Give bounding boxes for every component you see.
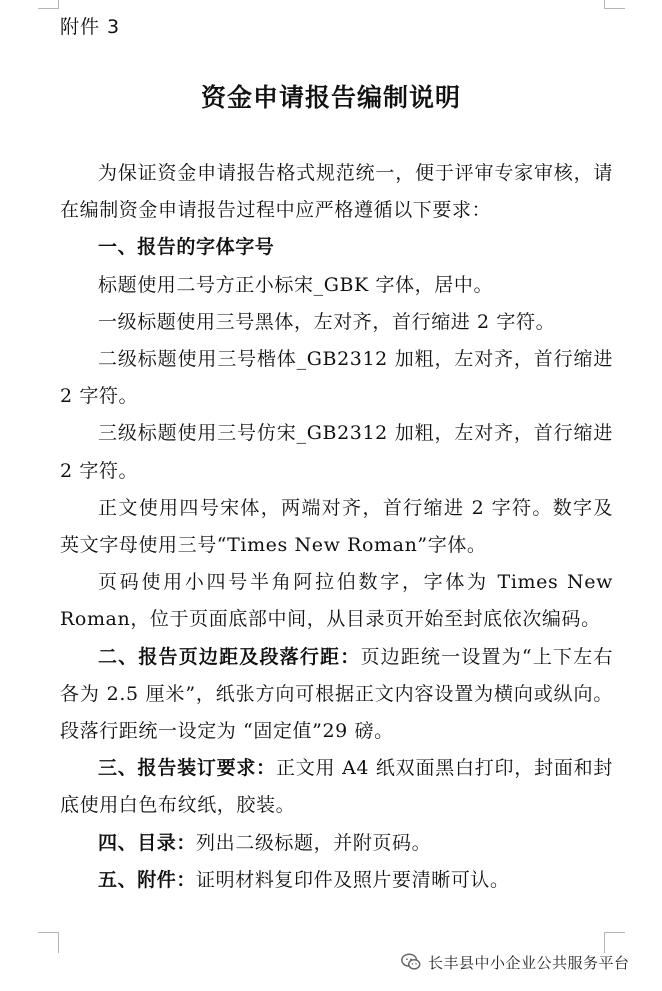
section5-text: 证明材料复印件及照片要清晰可认。	[196, 868, 510, 891]
intro-paragraph: 为保证资金申请报告格式规范统一，便于评审专家审核，请在编制资金申请报告过程中应严格遵循以下要求：	[60, 162, 613, 222]
section3-heading: 三、报告装订要求：	[98, 757, 276, 780]
section1-item: 正文使用四号宋体，两端对齐，首行缩进 2 字符。数字及英文字母使用三号“Times New Roman”字体。	[60, 496, 613, 557]
section1-item: 一级标题使用三号黑体，左对齐，首行缩进 2 字符。	[98, 310, 556, 333]
section1-item: 页码使用小四号半角阿拉伯数字，字体为 Times New Roman，位于页面底部中间，从目录页开始至封底依次编码。	[60, 571, 613, 631]
attachment-label: 附件 3	[60, 16, 121, 38]
section5-paragraph	[60, 862, 613, 899]
section1-heading: 一、报告的字体字号	[98, 236, 275, 259]
section2-text: 页边距统一设置为“上下左右各为 2.5 厘米”，纸张方向可根据正文内容设置为横向或纵向。段落行距统一设定为 “固定值”29 磅。	[60, 645, 613, 743]
section2-heading: 二、报告页边距及段落行距：	[98, 645, 361, 668]
wechat-icon	[400, 951, 422, 973]
document-body	[60, 155, 613, 899]
section2-paragraph	[60, 639, 613, 751]
section5-heading: 五、附件：	[98, 868, 197, 891]
crop-mark-bottom-left	[38, 932, 59, 953]
section3-text: 正文用 A4 纸双面黑白打印，封面和封底使用白色布纹纸，胶装。	[60, 757, 613, 817]
crop-mark-top-left	[38, 0, 59, 9]
section1-item: 二级标题使用三号楷体_GB2312 加粗，左对齐，首行缩进 2 字符。	[60, 348, 613, 408]
section3-paragraph	[60, 750, 613, 824]
section1-item: 标题使用二号方正小标宋_GBK 字体，居中。	[98, 273, 494, 296]
watermark-text: 长丰县中小企业公共服务平台	[428, 953, 630, 972]
watermark	[400, 947, 630, 977]
crop-mark-top-right	[604, 0, 625, 9]
section1-item: 三级标题使用三号仿宋_GB2312 加粗，左对齐，首行缩进 2 字符。	[60, 422, 613, 482]
section4-heading: 四、目录：	[98, 831, 197, 854]
section4-text: 列出二级标题，并附页码。	[196, 831, 432, 854]
section4-paragraph	[60, 825, 613, 862]
page-title: 资金申请报告编制说明	[200, 83, 461, 112]
